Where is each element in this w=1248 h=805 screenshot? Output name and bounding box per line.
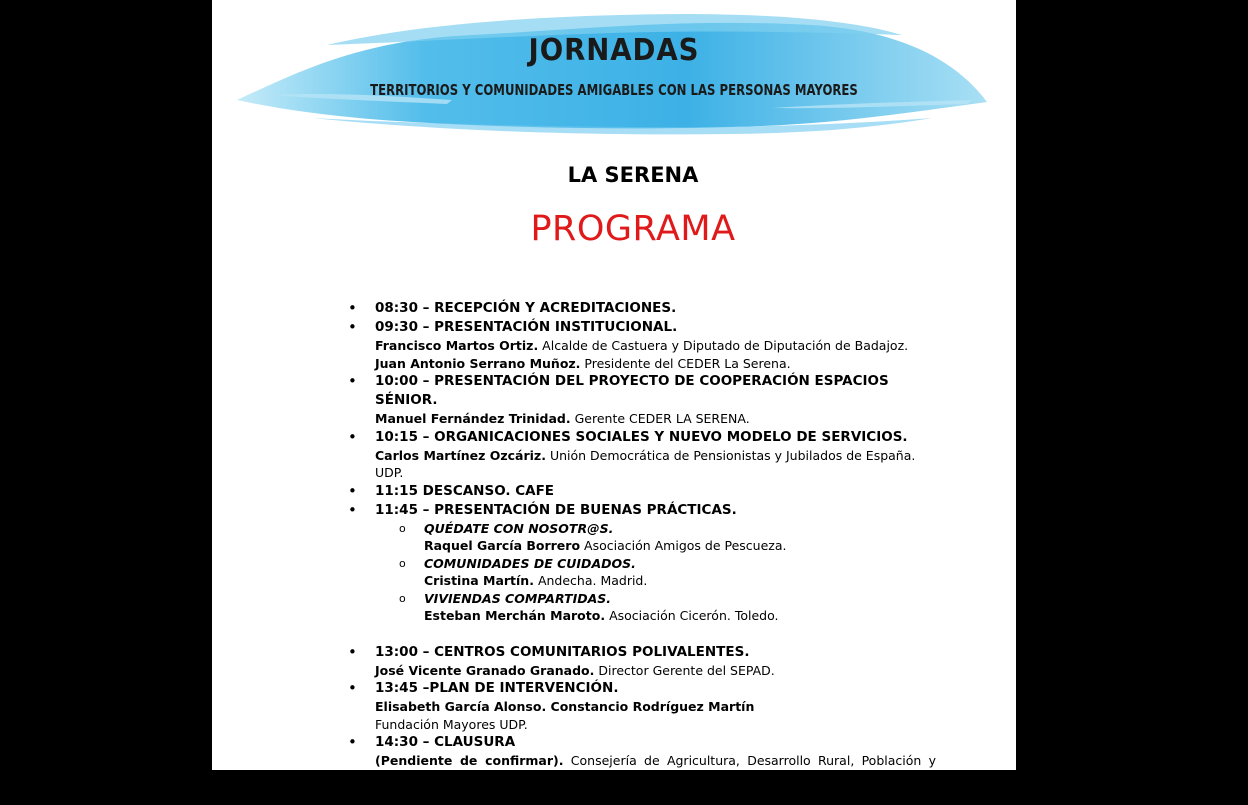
place-heading: LA SERENA	[567, 163, 699, 187]
agenda-item-head: • 10:00 – PRESENTACIÓN DEL PROYECTO DE COOPERACIÓN ESPACIOS SÉNIOR.	[375, 373, 889, 408]
practice-title: o COMUNIDADES DE CUIDADOS.	[424, 555, 636, 571]
speaker-role: Fundación Mayores UDP.	[375, 716, 528, 732]
agenda-item-head: • 11:15 DESCANSO. CAFE	[375, 482, 555, 499]
speaker-role: Unión Democrática de Pensionistas y Jubilados de España. UDP.	[375, 447, 916, 480]
agenda-item	[348, 372, 936, 428]
speaker-name: Cristina Martín.	[424, 573, 534, 588]
speaker-line	[375, 662, 936, 680]
speaker-line	[375, 716, 936, 734]
header-banner	[212, 0, 1016, 140]
spacer	[375, 625, 936, 643]
speaker-name: Esteban Merchán Maroto.	[424, 608, 606, 623]
speaker-line	[424, 537, 936, 555]
speaker-role: Asociación Cicerón. Toledo.	[605, 608, 779, 623]
agenda-item	[348, 299, 936, 318]
speaker-name: Francisco Martos Ortiz.	[375, 338, 539, 353]
agenda-item	[348, 679, 936, 733]
good-practice-item	[375, 520, 936, 555]
speaker-role: Gerente CEDER LA SERENA.	[570, 411, 750, 426]
banner-subtitle: TERRITORIOS Y COMUNIDADES AMIGABLES CON LAS PERSONAS MAYORES	[370, 81, 858, 99]
speaker-name: Elisabeth García Alonso. Constancio Rodríguez Martín	[375, 699, 755, 714]
agenda-item	[348, 733, 936, 805]
speaker-role: Alcalde de Castuera y Diputado de Diputación de Badajoz.	[538, 338, 909, 353]
speaker-role: Presidente del CEDER La Serena.	[580, 355, 791, 371]
speaker-role: Andecha. Madrid.	[533, 573, 648, 588]
speaker-line	[375, 698, 936, 716]
practice-title: o VIVIENDAS COMPARTIDAS.	[424, 590, 612, 606]
speaker-line	[375, 355, 936, 373]
good-practices-list	[375, 520, 936, 625]
speaker-name: Carlos Martínez Ozcáriz.	[375, 447, 546, 463]
speaker-line	[375, 410, 936, 428]
agenda-item	[348, 482, 936, 501]
agenda-item-head: • 09:30 – PRESENTACIÓN INSTITUCIONAL.	[375, 319, 678, 335]
closing-note: (Pendiente de confirmar).	[375, 753, 564, 768]
agenda-item	[348, 643, 936, 680]
speaker-name: José Vicente Granado Granado.	[375, 662, 595, 678]
speaker-name: Juan Antonio Serrano Muñoz.	[375, 355, 581, 371]
programa-heading: PROGRAMA	[530, 209, 736, 249]
banner-title: JORNADAS	[528, 33, 700, 68]
agenda-list	[348, 299, 936, 805]
speaker-name: Raquel García Borrero	[424, 538, 581, 553]
agenda-item-head: • 08:30 – RECEPCIÓN Y ACREDITACIONES.	[375, 300, 677, 316]
speaker-role: Asociación Amigos de Pescueza.	[580, 538, 787, 553]
agenda-item-head: • 11:45 – PRESENTACIÓN DE BUENAS PRÁCTICAS.	[375, 501, 737, 518]
agenda-item-head: • 13:45 –PLAN DE INTERVENCIÓN.	[375, 680, 619, 696]
closing-role: Consejería de Agricultura, Desarrollo Rural, Población y Territorio.	[375, 753, 936, 786]
speaker-line	[424, 572, 936, 590]
agenda-item	[348, 501, 936, 643]
good-practice-item	[375, 555, 936, 590]
closing-line	[375, 752, 936, 805]
speaker-line	[375, 337, 936, 355]
document-page	[212, 0, 1016, 786]
speaker-name: Manuel Fernández Trinidad.	[375, 411, 571, 426]
speaker-line	[375, 447, 936, 482]
watercolor-brush-stroke	[212, 0, 1016, 140]
agenda-item-head: • 10:15 – ORGANICACIONES SOCIALES Y NUEVO MODELO DE SERVICIOS.	[375, 428, 908, 445]
agenda-item	[348, 428, 936, 482]
agenda-item-head: • 13:00 – CENTROS COMUNITARIOS POLIVALENTES.	[375, 643, 750, 660]
speaker-role: Director Gerente del SEPAD.	[594, 662, 775, 678]
good-practice-item	[375, 590, 936, 625]
speaker-line	[424, 607, 936, 625]
practice-title: o QUÉDATE CON NOSOTR@S.	[424, 520, 614, 536]
agenda-item	[348, 318, 936, 372]
agenda-item-head: • 14:30 – CLAUSURA	[375, 734, 516, 750]
